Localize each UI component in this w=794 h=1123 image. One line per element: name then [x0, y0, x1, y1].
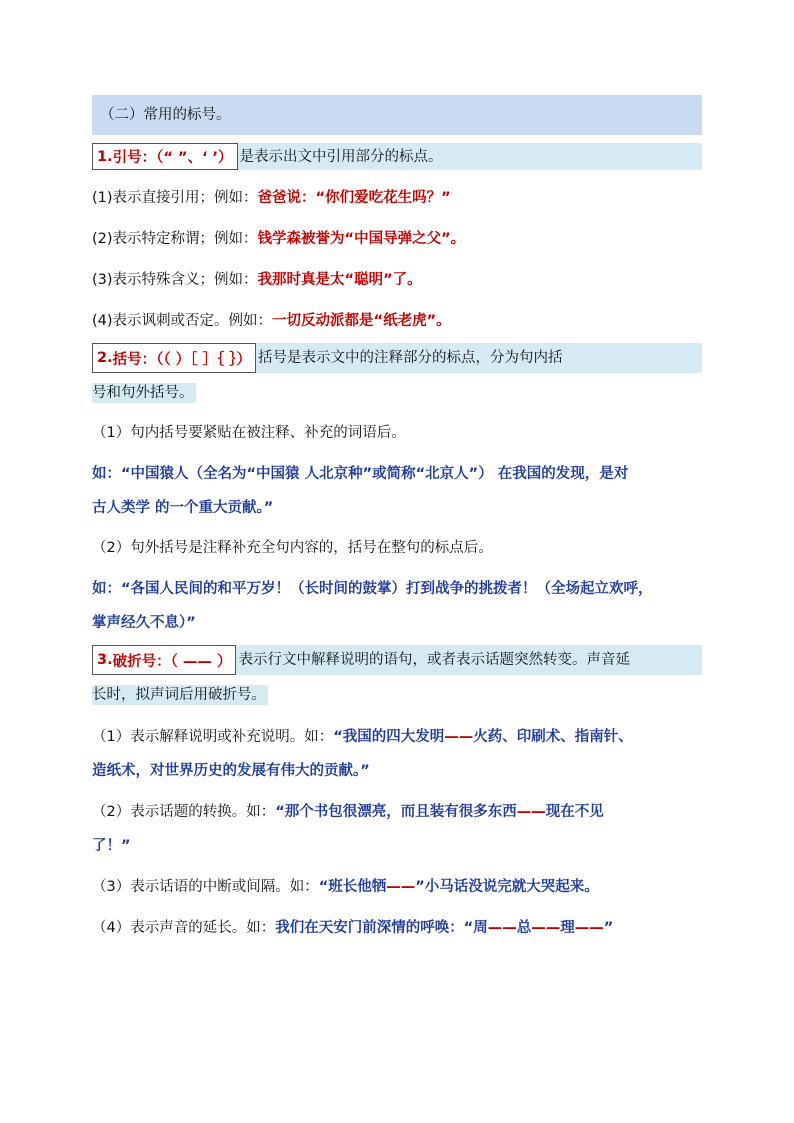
bracket-example-1-line2: 古人类学 的一个重大贡献。”	[92, 500, 274, 516]
section-header	[92, 95, 702, 135]
item-example: 一切反动派都是“纸老虎”。	[272, 313, 451, 329]
item-example-a: “那个书包很漂亮，而且装有很多东西	[275, 804, 517, 820]
dash-number: 3.	[97, 652, 113, 668]
dash-description-cont	[92, 685, 702, 705]
bracket-example-2-line2: 掌声经久不息）”	[92, 615, 196, 631]
quote-heading-box	[92, 143, 238, 170]
bracket-item-2: （2）句外括号是注释补充全句内容的，括号在整句的标点后。	[92, 540, 493, 556]
bracket-heading-box	[92, 343, 256, 373]
quote-heading	[92, 143, 702, 170]
item-example-a: “班长他牺	[318, 879, 387, 895]
dash-name: 破折号：（ —— ）	[112, 653, 232, 670]
dash-item-2	[92, 802, 702, 822]
item-example-b: 火药、印刷术、指南针、	[473, 729, 633, 745]
item-example: 爸爸说：“你们爱吃花生吗？”	[257, 190, 451, 206]
dash-item-3	[92, 877, 702, 897]
dash-glyph: ——	[574, 920, 604, 936]
item-example-a: “我国的四大发明	[333, 729, 445, 745]
item-label: (2)表示特定称谓；例如：	[92, 231, 258, 247]
item-label: （4）表示声音的延长。如：	[92, 920, 276, 936]
bracket-example-1-line1: 如：“中国猿人（全名为“中国猿 人北京种”或简称“北京人”） 在我国的发现，是对	[92, 466, 629, 482]
dash-glyph: ——	[444, 729, 474, 745]
bracket-name: 括号：（（ ）［ ］｛ ｝）	[112, 351, 252, 368]
section-title: （二）常用的标号。	[100, 107, 231, 123]
item-example-c: 理	[560, 920, 575, 936]
item-label: （3）表示话语的中断或间隔。如：	[92, 879, 319, 895]
item-example-b: 现在不见	[545, 804, 604, 820]
dash-glyph: ——	[487, 920, 517, 936]
quote-description: 是表示出文中引用部分的标点。	[239, 148, 443, 165]
bracket-description-cont	[92, 383, 702, 403]
dash-example-2-line2: 了！”	[92, 838, 131, 854]
quote-item-4	[92, 311, 702, 331]
dash-heading	[92, 645, 702, 675]
item-example-b: ”小马话没说完就大哭起来。	[415, 879, 599, 895]
dash-glyph: ——	[531, 920, 561, 936]
item-label: （2）表示话题的转换。如：	[92, 804, 276, 820]
dash-description: 表示行文中解释说明的语句，或者表示话题突然转变。声音延	[238, 652, 630, 668]
item-example: 我那时真是太“聪明”了。	[257, 272, 422, 288]
item-example-a: 我们在天安门前深情的呼唤：“周	[275, 920, 488, 936]
quote-item-1	[92, 188, 702, 208]
item-label: (1)表示直接引用；例如：	[92, 190, 258, 206]
dash-glyph: ——	[516, 804, 546, 820]
item-label: (3)表示特殊含义；例如：	[92, 272, 258, 288]
dash-description-line2: 长时，拟声词后用破折号。	[92, 687, 266, 703]
item-example: 钱学森被誉为“中国导弹之父”。	[257, 231, 466, 247]
bracket-description: 括号是表示文中的注释部分的标点，分为句内括	[258, 350, 563, 366]
bracket-heading	[92, 343, 702, 373]
quote-item-3	[92, 270, 702, 290]
bracket-description-line2: 号和句外括号。	[92, 385, 194, 401]
document-page	[92, 95, 702, 938]
quote-name: 引号：（“ ”、‘ ’）	[112, 150, 233, 166]
item-label: （1）表示解释说明或补充说明。如：	[92, 729, 334, 745]
dash-item-4	[92, 918, 702, 938]
dash-example-1-line2: 造纸术，对世界历史的发展有伟大的贡献。”	[92, 763, 370, 779]
bracket-number: 2.	[97, 350, 113, 366]
quote-number: 1.	[97, 148, 113, 165]
dash-heading-box	[92, 645, 236, 675]
quote-item-2	[92, 229, 702, 249]
dash-item-1	[92, 727, 702, 747]
item-label: (4)表示讽刺或否定。例如：	[92, 313, 273, 329]
bracket-example-2-line1: 如：“各国人民间的和平万岁！（长时间的鼓掌）打到战争的挑拨者！（全场起立欢呼，	[92, 581, 653, 597]
dash-glyph: ——	[386, 879, 416, 895]
bracket-item-1: （1）句内括号要紧贴在被注释、补充的词语后。	[92, 425, 406, 441]
item-example-d: ”	[603, 920, 614, 936]
item-example-b: 总	[516, 920, 532, 936]
